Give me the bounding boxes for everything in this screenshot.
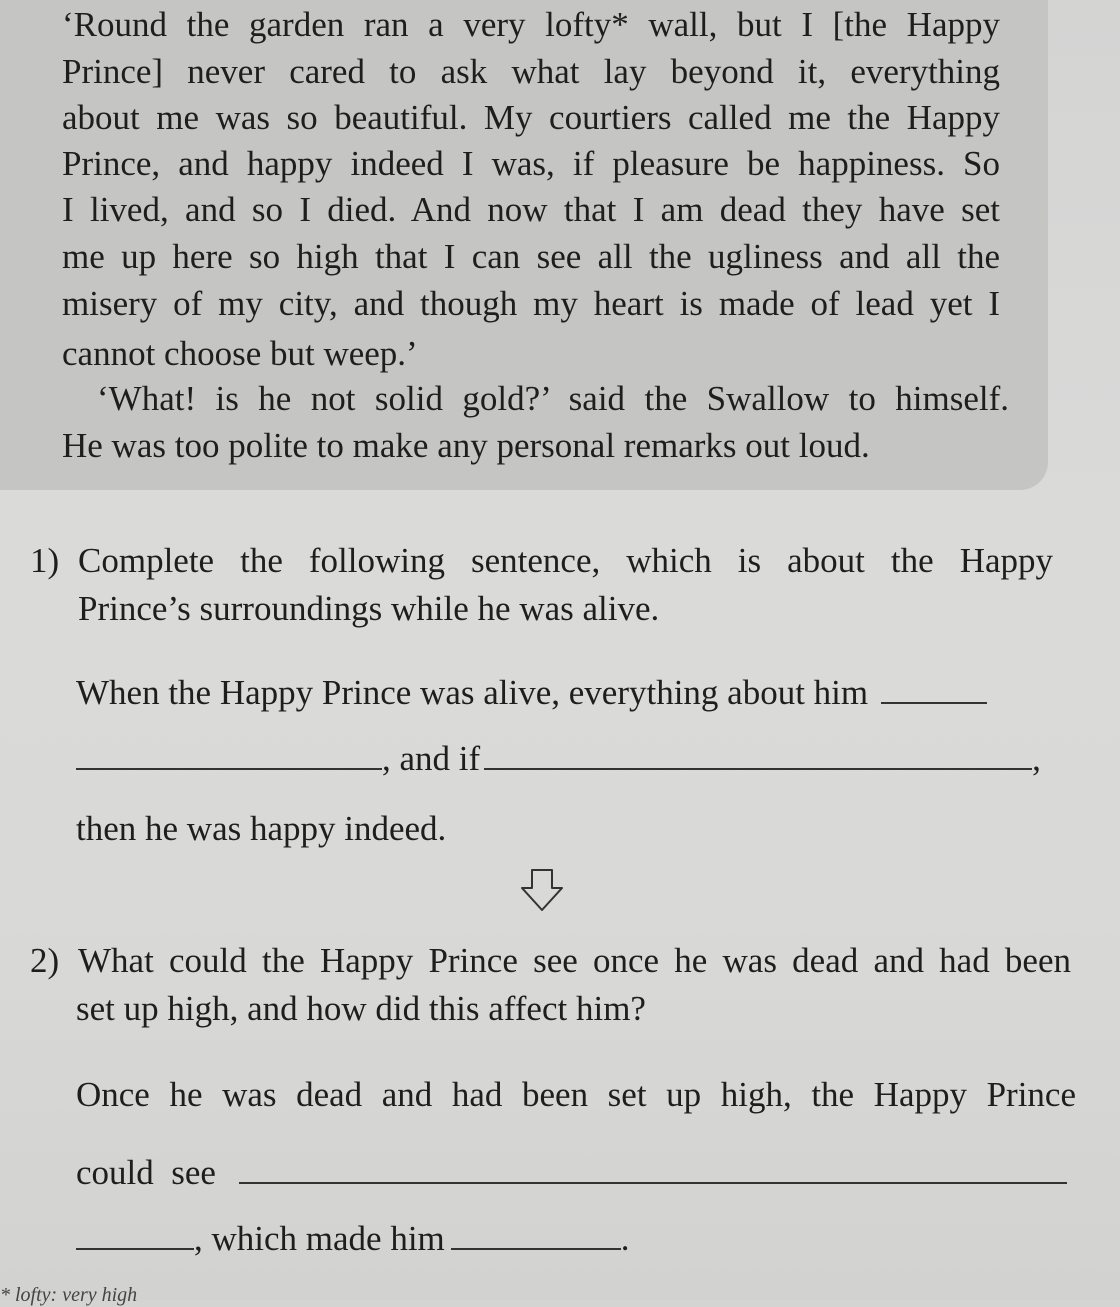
answer-blank[interactable] <box>239 1152 1067 1184</box>
question-1-text: Prince’s surroundings while he was alive. <box>78 589 660 628</box>
passage-line: He was too polite to make any personal remarks out loud. <box>62 426 870 465</box>
passage-line: misery of my city, and though my heart is made of lead yet I <box>62 284 1000 323</box>
passage-line: ‘What! is he not solid gold?’ said the Swallow to himself. <box>97 379 1009 418</box>
question-2-answer-line <box>76 1152 1067 1194</box>
answer-blank[interactable] <box>484 738 1032 770</box>
passage-line: I lived, and so I died. And now that I am dead they have set <box>62 190 1000 229</box>
passage-line: Prince] never cared to ask what lay beyond it, everything <box>62 52 1000 91</box>
question-2-text: What could the Happy Prince see once he was dead and had been <box>78 941 1071 980</box>
question-2-answer-line <box>76 1218 630 1260</box>
question-2-answer-line: Once he was dead and had been set up high, the Happy Prince <box>76 1075 1076 1114</box>
down-arrow-icon <box>518 868 566 912</box>
question-1-answer-line <box>76 672 987 714</box>
passage-line: me up here so high that I can see all the ugliness and all the <box>62 237 1000 276</box>
footnote: * lofty: very high <box>0 1284 138 1306</box>
passage-line: cannot choose but weep.’ <box>62 334 418 373</box>
answer-prompt: , which made him <box>194 1219 445 1258</box>
question-2-text: set up high, and how did this affect him? <box>76 989 646 1028</box>
question-1-answer-line <box>76 738 1041 780</box>
question-1-number: 1) <box>30 541 60 580</box>
passage-line: ‘Round the garden ran a very lofty* wall, but I [the Happy <box>62 5 1000 44</box>
answer-blank[interactable] <box>451 1218 621 1250</box>
answer-blank[interactable] <box>76 738 382 770</box>
passage-line: Prince, and happy indeed I was, if pleasure be happiness. So <box>62 144 1000 183</box>
answer-blank[interactable] <box>76 1218 194 1250</box>
question-1-text: Complete the following sentence, which is about the Happy <box>78 541 1053 580</box>
answer-prompt: When the Happy Prince was alive, everything about him <box>76 673 869 712</box>
answer-prompt: , and if <box>382 739 481 778</box>
passage-line: about me was so beautiful. My courtiers called me the Happy <box>62 98 1000 137</box>
answer-blank[interactable] <box>881 672 987 704</box>
answer-prompt: , <box>1032 739 1041 778</box>
answer-prompt: could see <box>76 1153 216 1192</box>
question-2-number: 2) <box>30 941 60 980</box>
answer-prompt: . <box>620 1219 630 1258</box>
question-1-answer-line: then he was happy indeed. <box>76 809 447 848</box>
